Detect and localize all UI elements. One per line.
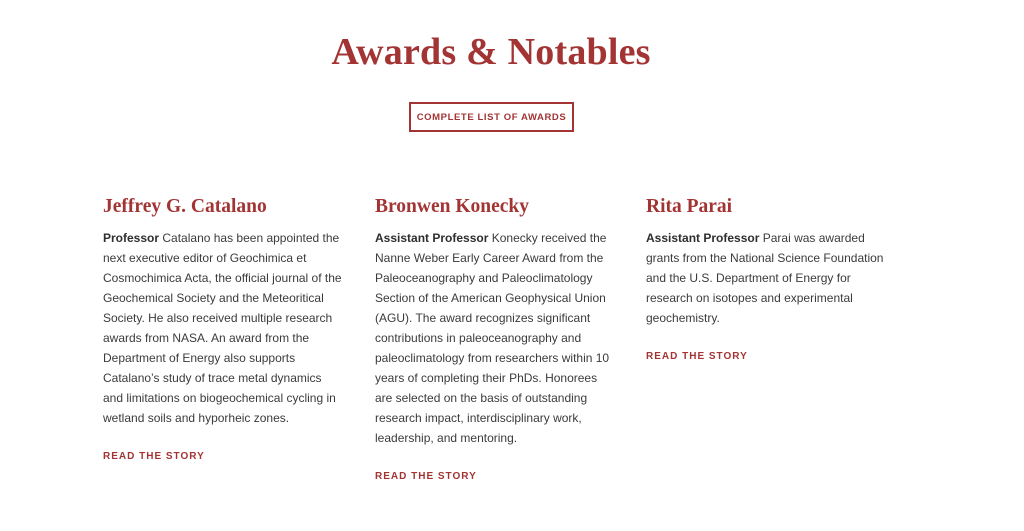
read-the-story-link-catalano[interactable]: READ THE STORY bbox=[103, 451, 205, 462]
award-card-konecky bbox=[375, 195, 615, 484]
card-description bbox=[103, 228, 343, 428]
card-name: Rita Parai bbox=[646, 196, 733, 217]
card-description bbox=[375, 228, 615, 448]
card-name: Jeffrey G. Catalano bbox=[103, 196, 267, 217]
card-role: Professor bbox=[103, 231, 160, 245]
card-role: Assistant Professor bbox=[646, 231, 760, 245]
card-text: Konecky received the Nanne Weber Early Career Award from the Paleoceanography and Paleoclimatology Section of the American Geophysical Union (AGU). The award recognizes significant contributions in paleoceanography and paleoclimatology from researchers within 10 years of completing their PhDs. Honorees are selected on the basis of outstanding research impact, interdisciplinary work, leadership, and mentoring. bbox=[375, 231, 610, 445]
card-text: Parai was awarded grants from the National Science Foundation and the U.S. Department of Energy for research on isotopes and experimental geochemistry. bbox=[646, 231, 884, 325]
card-text: Catalano has been appointed the next executive editor of Geochimica et Cosmochimica Acta, the official journal of the Geochemical Society and the Meteoritical Society. He also received multiple research awards from NASA. An award from the Department of Energy also supports Catalano’s study of trace metal dynamics and limitations on biogeochemical cycling in wetland soils and hyporheic zones. bbox=[103, 231, 342, 425]
card-role: Assistant Professor bbox=[375, 231, 489, 245]
read-the-story-link-parai[interactable]: READ THE STORY bbox=[646, 351, 748, 362]
card-name: Bronwen Konecky bbox=[375, 196, 530, 217]
award-card-catalano bbox=[103, 195, 343, 464]
complete-list-of-awards-button[interactable]: COMPLETE LIST OF AWARDS bbox=[409, 102, 574, 132]
read-the-story-link-konecky[interactable]: READ THE STORY bbox=[375, 471, 477, 482]
card-description bbox=[646, 228, 886, 328]
award-card-parai bbox=[646, 195, 886, 364]
section-title: Awards & Notables bbox=[331, 31, 651, 73]
